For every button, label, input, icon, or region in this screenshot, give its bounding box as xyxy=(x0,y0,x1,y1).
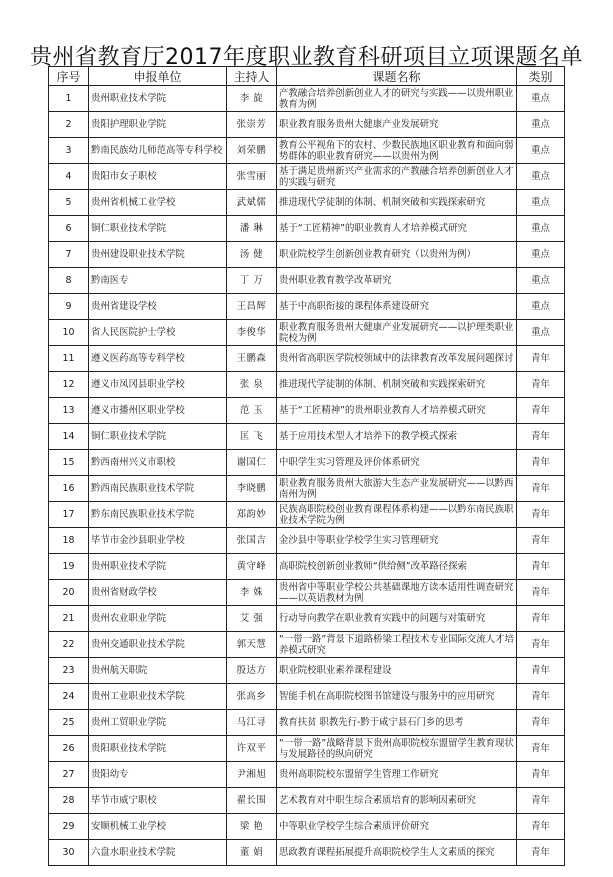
cell-num: 3 xyxy=(49,138,89,164)
cell-num: 4 xyxy=(49,164,89,190)
table-row xyxy=(49,814,565,840)
cell-unit: 黔东南民族职业技术学院 xyxy=(89,502,227,528)
cell-category: 青年 xyxy=(517,658,565,684)
table-row xyxy=(49,346,565,372)
cell-category: 重点 xyxy=(517,112,565,138)
cell-topic: 推进现代学徒制的体制、机制突破和实践探索研究 xyxy=(277,190,517,216)
cell-topic: 民族高职院校创业教育课程体系构建——以黔东南民族职业技术学院为例 xyxy=(277,502,517,528)
cell-topic: 贵州职业教育教学改革研究 xyxy=(277,268,517,294)
cell-num: 23 xyxy=(49,658,89,684)
document-title: 贵州省教育厅2017年度职业教育科研项目立项课题名单 xyxy=(30,45,583,70)
cell-topic: 职业教育服务贵州大健康产业发展研究 xyxy=(277,112,517,138)
cell-unit: 贵州省财政学校 xyxy=(89,580,227,606)
cell-host: 郭天慧 xyxy=(227,632,277,658)
cell-topic: “一带一路”战略背景下贵州高职院校东盟留学生教育现状与发展路径的纵向研究 xyxy=(277,736,517,762)
cell-topic: 基于中高职衔接的课程体系建设研究 xyxy=(277,294,517,320)
cell-num: 20 xyxy=(49,580,89,606)
table-row xyxy=(49,658,565,684)
cell-host: 李 旋 xyxy=(227,86,277,112)
table-row xyxy=(49,372,565,398)
cell-num: 29 xyxy=(49,814,89,840)
cell-host: 张崇芳 xyxy=(227,112,277,138)
cell-unit: 毕节市金沙县职业学校 xyxy=(89,528,227,554)
cell-unit: 贵阳职业技术学院 xyxy=(89,736,227,762)
cell-unit: 黔南医专 xyxy=(89,268,227,294)
table-row xyxy=(49,762,565,788)
cell-unit: 贵阳幼专 xyxy=(89,762,227,788)
cell-category: 重点 xyxy=(517,294,565,320)
cell-host: 张雪丽 xyxy=(227,164,277,190)
cell-topic: “一带一路”背景下道路桥梁工程技术专业国际交流人才培养模式研究 xyxy=(277,632,517,658)
cell-category: 重点 xyxy=(517,320,565,346)
header-topic: 课题名称 xyxy=(277,67,517,86)
table-row xyxy=(49,606,565,632)
cell-host: 潘 琳 xyxy=(227,216,277,242)
cell-topic: 行动导向教学在职业教育实践中的问题与对策研究 xyxy=(277,606,517,632)
cell-num: 15 xyxy=(49,450,89,476)
table-row xyxy=(49,502,565,528)
cell-unit: 贵州工业职业技术学院 xyxy=(89,684,227,710)
cell-topic: 基于“工匠精神”的职业教育人才培养模式研究 xyxy=(277,216,517,242)
cell-num: 16 xyxy=(49,476,89,502)
table-row xyxy=(49,138,565,164)
cell-category: 青年 xyxy=(517,424,565,450)
cell-unit: 贵州交通职业技术学院 xyxy=(89,632,227,658)
header-num: 序号 xyxy=(49,67,89,86)
cell-category: 青年 xyxy=(517,346,565,372)
cell-num: 1 xyxy=(49,86,89,112)
cell-host: 梁 艳 xyxy=(227,814,277,840)
cell-num: 28 xyxy=(49,788,89,814)
cell-num: 5 xyxy=(49,190,89,216)
cell-topic: 贵州高职院校东盟留学生管理工作研究 xyxy=(277,762,517,788)
table-row xyxy=(49,216,565,242)
cell-host: 李 姝 xyxy=(227,580,277,606)
cell-unit: 六盘水职业技术学院 xyxy=(89,840,227,866)
cell-host: 汤 健 xyxy=(227,242,277,268)
table-row xyxy=(49,450,565,476)
cell-host: 郑韵妙 xyxy=(227,502,277,528)
table-row xyxy=(49,398,565,424)
cell-category: 青年 xyxy=(517,840,565,866)
cell-host: 许双平 xyxy=(227,736,277,762)
table-header-row xyxy=(49,67,565,86)
cell-unit: 铜仁职业技术学院 xyxy=(89,216,227,242)
cell-unit: 黔南民族幼儿师范高等专科学校 xyxy=(89,138,227,164)
header-unit: 申报单位 xyxy=(89,67,227,86)
cell-topic: 基于“工匠精神”的贵州职业教育人才培养模式研究 xyxy=(277,398,517,424)
cell-topic: 艺术教育对中职生综合素质培育的影响因素研究 xyxy=(277,788,517,814)
cell-category: 青年 xyxy=(517,502,565,528)
cell-category: 青年 xyxy=(517,554,565,580)
cell-category: 重点 xyxy=(517,164,565,190)
cell-unit: 遵义市播州区职业学校 xyxy=(89,398,227,424)
cell-num: 13 xyxy=(49,398,89,424)
cell-num: 7 xyxy=(49,242,89,268)
table-row xyxy=(49,840,565,866)
table-row xyxy=(49,242,565,268)
cell-topic: 教育公平视角下的农村、少数民族地区职业教育和面向弱势群体的职业教育研究——以贵州为例 xyxy=(277,138,517,164)
cell-topic: 高职院校创新创业教师“供给侧”改革路径探索 xyxy=(277,554,517,580)
cell-host: 范 玉 xyxy=(227,398,277,424)
cell-category: 青年 xyxy=(517,372,565,398)
cell-category: 青年 xyxy=(517,684,565,710)
cell-topic: 中等职业学校学生综合素质评价研究 xyxy=(277,814,517,840)
table-row xyxy=(49,86,565,112)
cell-category: 青年 xyxy=(517,762,565,788)
cell-host: 翟长围 xyxy=(227,788,277,814)
cell-topic: 基于满足贵州新兴产业需求的产教融合培养创新创业人才的实践与研究 xyxy=(277,164,517,190)
table-row xyxy=(49,268,565,294)
cell-topic: 产教融合培养创新创业人才的研究与实践——以贵州职业教育为例 xyxy=(277,86,517,112)
cell-num: 14 xyxy=(49,424,89,450)
table-row xyxy=(49,190,565,216)
cell-category: 重点 xyxy=(517,216,565,242)
cell-num: 27 xyxy=(49,762,89,788)
cell-num: 10 xyxy=(49,320,89,346)
cell-num: 9 xyxy=(49,294,89,320)
cell-unit: 贵州职业技术学院 xyxy=(89,554,227,580)
cell-topic: 贵州省高职医学院校领域中的法律教育改革发展问题探讨 xyxy=(277,346,517,372)
table-row xyxy=(49,424,565,450)
cell-unit: 贵州省建设学校 xyxy=(89,294,227,320)
cell-category: 青年 xyxy=(517,580,565,606)
header-host: 主持人 xyxy=(227,67,277,86)
cell-category: 重点 xyxy=(517,138,565,164)
cell-num: 26 xyxy=(49,736,89,762)
cell-host: 谢国仁 xyxy=(227,450,277,476)
cell-topic: 职业教育服务贵州大旅游大生态产业发展研究——以黔西南州为例 xyxy=(277,476,517,502)
table-row xyxy=(49,476,565,502)
cell-host: 匡 飞 xyxy=(227,424,277,450)
cell-num: 22 xyxy=(49,632,89,658)
cell-host: 董 娟 xyxy=(227,840,277,866)
cell-num: 11 xyxy=(49,346,89,372)
cell-host: 武斌儒 xyxy=(227,190,277,216)
cell-category: 青年 xyxy=(517,528,565,554)
cell-host: 殷达方 xyxy=(227,658,277,684)
cell-host: 尹湘旭 xyxy=(227,762,277,788)
cell-category: 青年 xyxy=(517,606,565,632)
cell-topic: 智能手机在高职院校图书馆建设与服务中的应用研究 xyxy=(277,684,517,710)
cell-unit: 贵阳市女子职校 xyxy=(89,164,227,190)
cell-category: 青年 xyxy=(517,450,565,476)
cell-category: 重点 xyxy=(517,268,565,294)
table-row xyxy=(49,788,565,814)
cell-unit: 贵阳护理职业学院 xyxy=(89,112,227,138)
cell-num: 24 xyxy=(49,684,89,710)
table-row xyxy=(49,684,565,710)
cell-host: 张高乡 xyxy=(227,684,277,710)
cell-category: 青年 xyxy=(517,398,565,424)
cell-num: 19 xyxy=(49,554,89,580)
cell-category: 青年 xyxy=(517,710,565,736)
cell-topic: 职业院校职业素养课程建设 xyxy=(277,658,517,684)
cell-num: 17 xyxy=(49,502,89,528)
cell-host: 张国吉 xyxy=(227,528,277,554)
cell-topic: 贵州省中等职业学校公共基础课地方读本适用性调查研究——以英语教材为例 xyxy=(277,580,517,606)
cell-topic: 思政教育课程拓展提升高职院校学生人文素质的探究 xyxy=(277,840,517,866)
project-table xyxy=(48,66,565,866)
table-row xyxy=(49,736,565,762)
table-row xyxy=(49,294,565,320)
table-row xyxy=(49,554,565,580)
cell-host: 黄守峰 xyxy=(227,554,277,580)
cell-host: 李晓鹏 xyxy=(227,476,277,502)
cell-unit: 黔西南州兴义市职校 xyxy=(89,450,227,476)
cell-host: 丁 万 xyxy=(227,268,277,294)
cell-num: 6 xyxy=(49,216,89,242)
cell-host: 刘荣鹏 xyxy=(227,138,277,164)
cell-num: 30 xyxy=(49,840,89,866)
cell-category: 青年 xyxy=(517,632,565,658)
cell-num: 18 xyxy=(49,528,89,554)
cell-category: 重点 xyxy=(517,86,565,112)
cell-num: 2 xyxy=(49,112,89,138)
cell-host: 马江寻 xyxy=(227,710,277,736)
cell-unit: 省人民医院护士学校 xyxy=(89,320,227,346)
table-row xyxy=(49,580,565,606)
cell-unit: 黔西南民族职业技术学院 xyxy=(89,476,227,502)
table-row xyxy=(49,632,565,658)
cell-num: 25 xyxy=(49,710,89,736)
cell-topic: 职业院校学生创新创业教育研究（以贵州为例） xyxy=(277,242,517,268)
cell-host: 李俊华 xyxy=(227,320,277,346)
table-row xyxy=(49,164,565,190)
table-row xyxy=(49,320,565,346)
cell-unit: 铜仁职业技术学院 xyxy=(89,424,227,450)
cell-unit: 贵州农业职业学院 xyxy=(89,606,227,632)
cell-host: 张 泉 xyxy=(227,372,277,398)
table-row xyxy=(49,528,565,554)
cell-host: 王鹏森 xyxy=(227,346,277,372)
cell-unit: 遵义市凤冈县职业学校 xyxy=(89,372,227,398)
cell-unit: 贵州省机械工业学校 xyxy=(89,190,227,216)
cell-category: 青年 xyxy=(517,736,565,762)
cell-topic: 教育扶贫 职教先行-黔于咸宁县石门乡的思考 xyxy=(277,710,517,736)
cell-host: 王昌辉 xyxy=(227,294,277,320)
cell-topic: 基于应用技术型人才培养下的教学模式探索 xyxy=(277,424,517,450)
cell-unit: 贵州建设职业技术学院 xyxy=(89,242,227,268)
cell-topic: 金沙县中等职业学校学生实习管理研究 xyxy=(277,528,517,554)
cell-num: 8 xyxy=(49,268,89,294)
cell-topic: 中职学生实习管理及评价体系研究 xyxy=(277,450,517,476)
cell-category: 青年 xyxy=(517,788,565,814)
cell-unit: 贵州航天职院 xyxy=(89,658,227,684)
cell-category: 青年 xyxy=(517,476,565,502)
cell-unit: 毕节市威宁职校 xyxy=(89,788,227,814)
cell-host: 艾 强 xyxy=(227,606,277,632)
cell-num: 12 xyxy=(49,372,89,398)
cell-unit: 安顺机械工业学校 xyxy=(89,814,227,840)
cell-topic: 职业教育服务贵州大健康产业发展研究——以护理类职业院校为例 xyxy=(277,320,517,346)
cell-unit: 贵州工贸职业学院 xyxy=(89,710,227,736)
table-row xyxy=(49,112,565,138)
cell-unit: 遵义医药高等专科学校 xyxy=(89,346,227,372)
header-category: 类别 xyxy=(517,67,565,86)
cell-num: 21 xyxy=(49,606,89,632)
cell-category: 重点 xyxy=(517,242,565,268)
cell-category: 重点 xyxy=(517,190,565,216)
cell-category: 青年 xyxy=(517,814,565,840)
cell-unit: 贵州职业技术学院 xyxy=(89,86,227,112)
cell-topic: 推进现代学徒制的体制、机制突破和实践探索研究 xyxy=(277,372,517,398)
table-row xyxy=(49,710,565,736)
